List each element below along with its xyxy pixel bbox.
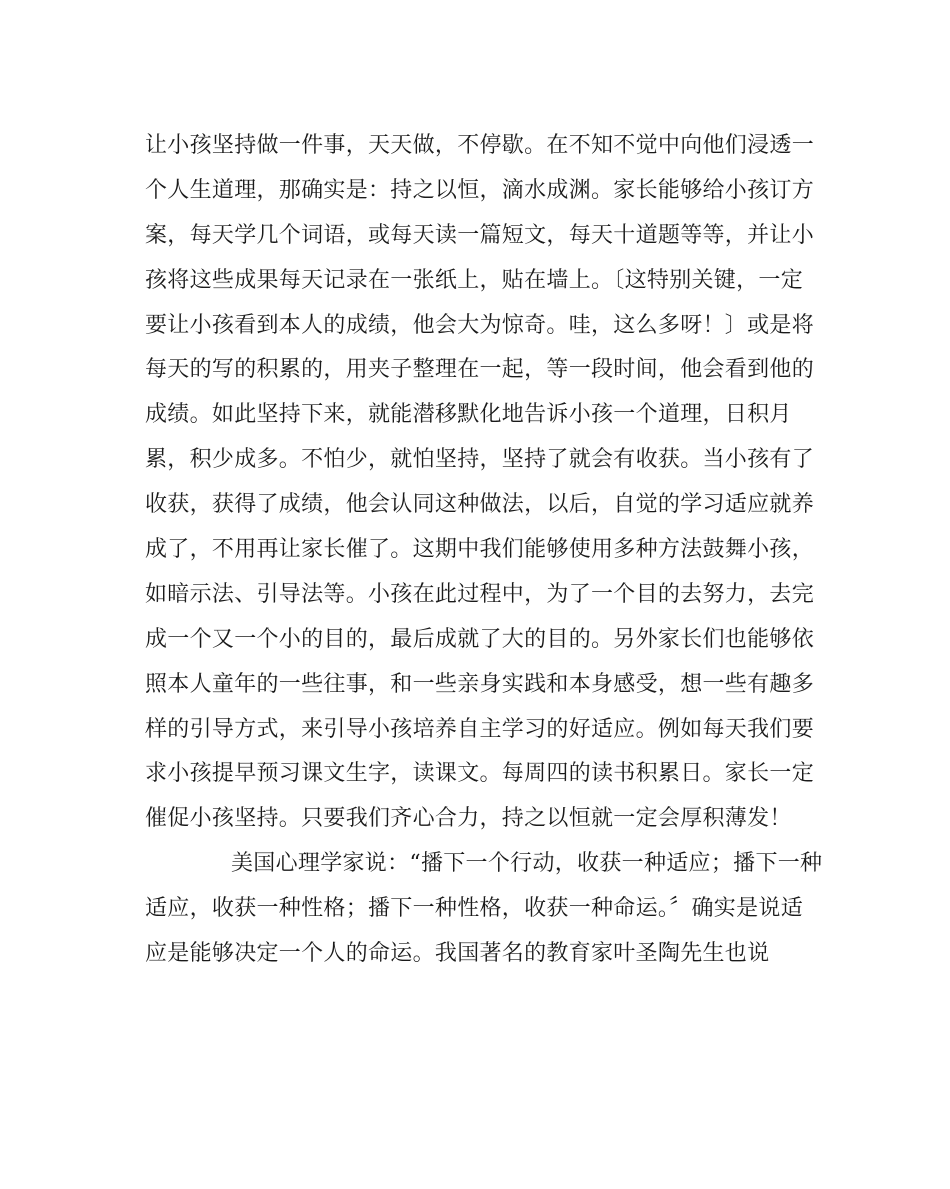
text-line: 个人生道理，那确实是：持之以恒，滴水成渊。家长能够给小孩订方	[145, 177, 815, 203]
text-line: 每天的写的积累的，用夹子整理在一起，等一段时间，他会看到他的	[145, 357, 815, 383]
text-line: 成一个又一个小的目的，最后成就了大的目的。另外家长们也能够依	[145, 626, 815, 652]
text-line: 应是能够决定一个人的命运。我国著名的教育家叶圣陶先生也说	[145, 941, 770, 967]
text-line: 成了，不用再让家长催了。这期中我们能够使用多种方法鼓舞小孩，	[145, 537, 815, 563]
text-line: 如暗示法、引导法等。小孩在此过程中，为了一个目的去努力，去完	[145, 581, 815, 607]
text-line: 照本人童年的一些往事，和一些亲身实践和本身感受，想一些有趣多	[145, 671, 815, 697]
paragraph-2	[145, 842, 823, 977]
body-text	[145, 124, 823, 977]
text-line: 美国心理学家说：“播下一个行动，收获一种适应；播下一种	[231, 851, 823, 877]
text-line: 收获，获得了成绩，他会认同这种做法，以后，自觉的学习适应就养	[145, 492, 815, 518]
text-line: 要让小孩看到本人的成绩，他会大为惊奇。哇，这么多呀！〕或是将	[145, 312, 815, 338]
paragraph-1	[145, 124, 815, 842]
text-line: 让小孩坚持做一件事，天天做，不停歇。在不知不觉中向他们浸透一	[145, 133, 815, 158]
text-line: 累，积少成多。不怕少，就怕坚持，坚持了就会有收获。当小孩有了	[145, 447, 815, 473]
text-line: 成绩。如此坚持下来，就能潜移默化地告诉小孩一个道理，日积月	[145, 402, 792, 428]
text-line: 求小孩提早预习课文生字，读课文。每周四的读书积累日。家长一定	[145, 761, 815, 787]
text-line: 孩将这些成果每天记录在一张纸上，贴在墙上。〔这特别关键，一定	[145, 267, 804, 293]
text-line: 催促小孩坚持。只要我们齐心合力，持之以恒就一定会厚积薄发！	[145, 806, 792, 832]
text-line: 案，每天学几个词语，或每天读一篇短文，每天十道题等等，并让小	[145, 222, 815, 248]
text-line: 样的引导方式，来引导小孩培养自主学习的好适应。例如每天我们要	[145, 716, 815, 742]
text-line: 适应，收获一种性格；播下一种性格，收获一种命运。〞确实是说适	[145, 896, 804, 922]
